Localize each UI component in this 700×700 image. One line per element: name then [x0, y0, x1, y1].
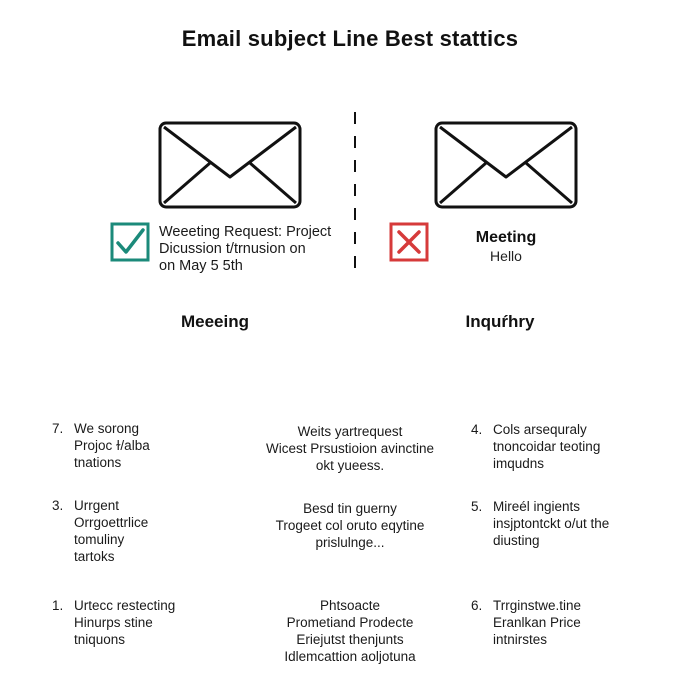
list-line: okt yueess. [315, 458, 385, 473]
list-line: tniquons [74, 632, 126, 647]
list-line: tnoncoidar teoting [493, 439, 601, 454]
list-line: tnations [74, 455, 122, 470]
list-line: Cols arsequraly [493, 422, 587, 437]
list-line: Idlemcattion aoljotuna [284, 649, 416, 664]
list-line: Orrgoettrlice [74, 515, 149, 530]
list-item [471, 498, 661, 568]
list-item [52, 497, 222, 585]
list-line: prislulnge... [315, 535, 385, 550]
list-line: Eranlkan Price [493, 615, 581, 630]
list-line: Urrgent [74, 498, 120, 513]
list-line: imqudns [493, 456, 545, 471]
list-line: Wicest Prsustioion avinctine [265, 441, 435, 456]
list-line: Hinurps stine [74, 615, 153, 630]
bad-subject-title: Meeting [475, 229, 537, 246]
list-line: diusting [493, 533, 540, 548]
list-line: Phtsoacte [319, 598, 381, 613]
list-line: intnirstes [493, 632, 548, 647]
list-line: tartoks [74, 549, 115, 564]
list-line: Projoc ɫ/alba [74, 438, 150, 453]
list-item [215, 597, 485, 665]
list-item [52, 597, 222, 667]
list-line: Prometiand Prodecte [286, 615, 414, 630]
envelope-icon [158, 121, 302, 209]
bad-subject-subtitle: Hello [490, 248, 522, 264]
list-line: Mireél ingients [493, 499, 581, 514]
check-stroke [118, 230, 143, 252]
list-line: Trrginstwe.tine [493, 598, 582, 613]
cross-box-icon [389, 222, 429, 262]
good-subject-line: Weeeting Request: Project [159, 224, 332, 240]
list-line: tomuliny [74, 532, 125, 547]
good-subject-example [159, 224, 339, 275]
envelope-icon [434, 121, 578, 209]
list-number: 6. [471, 598, 483, 613]
list-item [52, 420, 222, 490]
list-number: 1. [52, 598, 64, 613]
right-column-heading: Inquŕhry [465, 312, 535, 331]
list-item [471, 597, 661, 667]
left-column-heading: Meeeing [180, 312, 250, 331]
list-line: Weits yartrequest [297, 424, 403, 439]
list-number: 3. [52, 498, 64, 513]
dashed-divider [352, 112, 358, 274]
list-item [215, 500, 485, 551]
list-item [215, 423, 485, 474]
page-title: Email subject Line Best stattics [181, 26, 519, 51]
checkmark-box-icon [110, 222, 150, 262]
list-line: Trogeet col oruto eqytine [275, 518, 425, 533]
list-line: We sorong [74, 421, 140, 436]
good-subject-line: Dicussion t/trnusion on [159, 241, 306, 257]
good-subject-line: on May 5 5th [159, 258, 243, 274]
list-number: 7. [52, 421, 64, 436]
list-line: insjptontckt o/ut the [493, 516, 610, 531]
list-line: Besd tin guerny [303, 501, 397, 516]
list-line: Urtecc restecting [74, 598, 176, 613]
list-number: 4. [471, 422, 483, 437]
list-item [471, 421, 661, 491]
list-line: Eriejutst thenjunts [296, 632, 404, 647]
list-number: 5. [471, 499, 483, 514]
